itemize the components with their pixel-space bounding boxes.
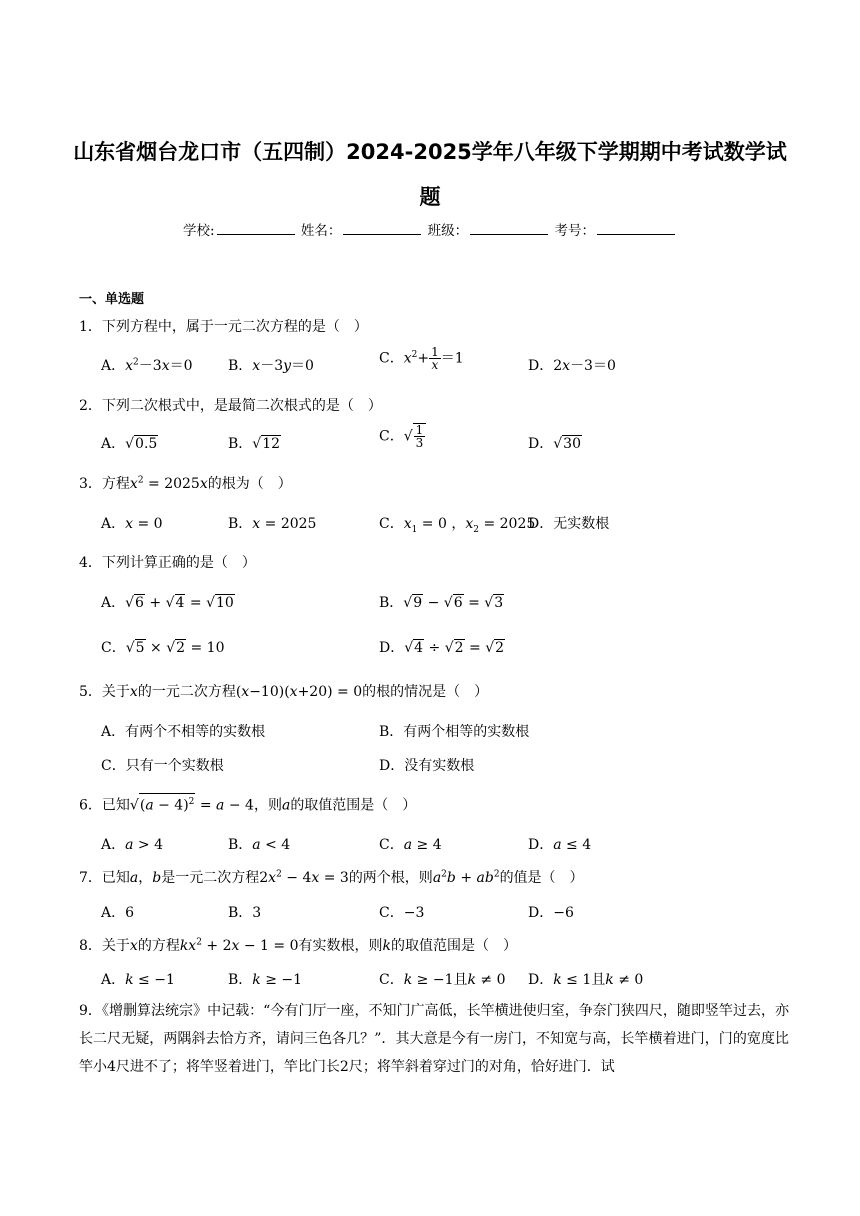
q4-option-a: A．√6 + √4 = √10 bbox=[101, 595, 234, 611]
page-title-continued: 题 bbox=[419, 185, 441, 209]
q2-option-c: C．√ $\frac{1}{3}$ bbox=[379, 423, 426, 449]
question-1-stem: 1．下列方程中，属于一元二次方程的是（ ） bbox=[79, 319, 368, 335]
class-label: 班级： bbox=[427, 223, 469, 239]
class-blank[interactable] bbox=[470, 222, 548, 235]
q7-option-c: C．−3 bbox=[379, 905, 425, 921]
q5-option-c: C．只有一个实数根 bbox=[101, 758, 224, 774]
q5-option-a: A．有两个不相等的实数根 bbox=[101, 724, 266, 740]
q2-option-b: B．√12 bbox=[228, 436, 281, 452]
question-4-stem: 4．下列计算正确的是（ ） bbox=[79, 555, 256, 571]
q3-option-c: C．$x_1 = 0$ ，$x_2 = 2025$ bbox=[379, 516, 536, 535]
q7-option-a: A．6 bbox=[101, 905, 135, 921]
q4-option-c: C．√5 × √2 = 10 bbox=[101, 640, 225, 656]
q1-option-d: D．2x－3＝0 bbox=[528, 358, 616, 374]
q8-option-a: A．k ≤ −1 bbox=[101, 972, 175, 988]
q1-option-a: A．$x^2-3x=0$ bbox=[101, 357, 193, 374]
question-7-stem: 7．已知a，b是一元二次方程$2x^2 - 4x = 3$的两个根，则$a^2b + ab^2$的值是（ ） bbox=[79, 869, 584, 886]
question-5-stem: 5．关于x的一元二次方程(x−10)(x+20) = 0的根的情况是（ ） bbox=[79, 684, 489, 700]
q7-option-d: D．−6 bbox=[528, 905, 574, 921]
q5-option-d: D．没有实数根 bbox=[379, 758, 475, 774]
q8-option-b: B．k ≥ −1 bbox=[228, 972, 303, 988]
school-blank[interactable] bbox=[217, 222, 295, 235]
question-2-stem: 2．下列二次根式中，是最简二次根式的是（ ） bbox=[79, 398, 382, 414]
q1-option-c: C．$x^2+$ $\frac{1}{x}$ ＝1 bbox=[379, 345, 464, 372]
student-info-line bbox=[0, 219, 860, 239]
question-8-stem: 8．关于x的方程$kx^2 + 2x - 1 = 0$有实数根，则k的取值范围是（ ） bbox=[79, 937, 517, 954]
question-3-stem: 3．方程$x^2 = 2025x$的根为（ ） bbox=[79, 475, 292, 492]
q1-option-b: B．x－3y＝0 bbox=[228, 358, 314, 374]
question-9-stem: 9．《增删算法统宗》中记载：“今有门厅一座，不知门广高低，长竿横进使归室，争奈门狭四尺，随即竖竿过去，亦长二尺无疑，两隅斜去恰方齐，请问三色各几？”．其大意是今有一房门，不知宽与高，长竿横着进门，门的宽度比竿小4尺进不了；将竿竖着进门，竿比门长2尺；将竿斜着穿过门的对角，恰好进门．试 bbox=[79, 1003, 789, 1075]
section-heading: 一、单选题 bbox=[79, 292, 145, 307]
q4-option-b: B．√9 − √6 = √3 bbox=[379, 595, 504, 611]
q8-option-d: D．k ≤ 1且k ≠ 0 bbox=[528, 972, 644, 988]
q6-option-b: B．a < 4 bbox=[228, 837, 291, 853]
q3-option-d: D．无实数根 bbox=[528, 516, 610, 532]
q6-option-c: C．a ≥ 4 bbox=[379, 837, 442, 853]
q5-option-b: B．有两个相等的实数根 bbox=[379, 724, 530, 740]
q7-option-b: B．3 bbox=[228, 905, 262, 921]
q2-option-a: A．√0.5 bbox=[101, 436, 158, 452]
school-label: 学校: bbox=[183, 223, 215, 239]
q4-option-d: D．√4 ÷ √2 = √2 bbox=[379, 640, 505, 656]
exam-no-blank[interactable] bbox=[597, 222, 675, 235]
name-label: 姓名： bbox=[300, 223, 342, 239]
question-6-stem: 6．已知$√(a - 4)^2 = a - 4$，则a的取值范围是（ ） bbox=[79, 793, 416, 815]
q3-option-b: B．x = 2025 bbox=[228, 516, 317, 532]
q6-option-a: A．a > 4 bbox=[101, 837, 164, 853]
q6-option-d: D．a ≤ 4 bbox=[528, 837, 592, 853]
name-blank[interactable] bbox=[343, 222, 421, 235]
page-title: 山东省烟台龙口市（五四制）2024-2025学年八年级下学期期中考试数学试 bbox=[73, 140, 787, 164]
q3-option-a: A．x = 0 bbox=[101, 516, 163, 532]
q2-option-d: D．√30 bbox=[528, 436, 581, 452]
q8-option-c: C．k ≥ −1且k ≠ 0 bbox=[379, 972, 506, 988]
exam-no-label: 考号： bbox=[554, 223, 595, 239]
